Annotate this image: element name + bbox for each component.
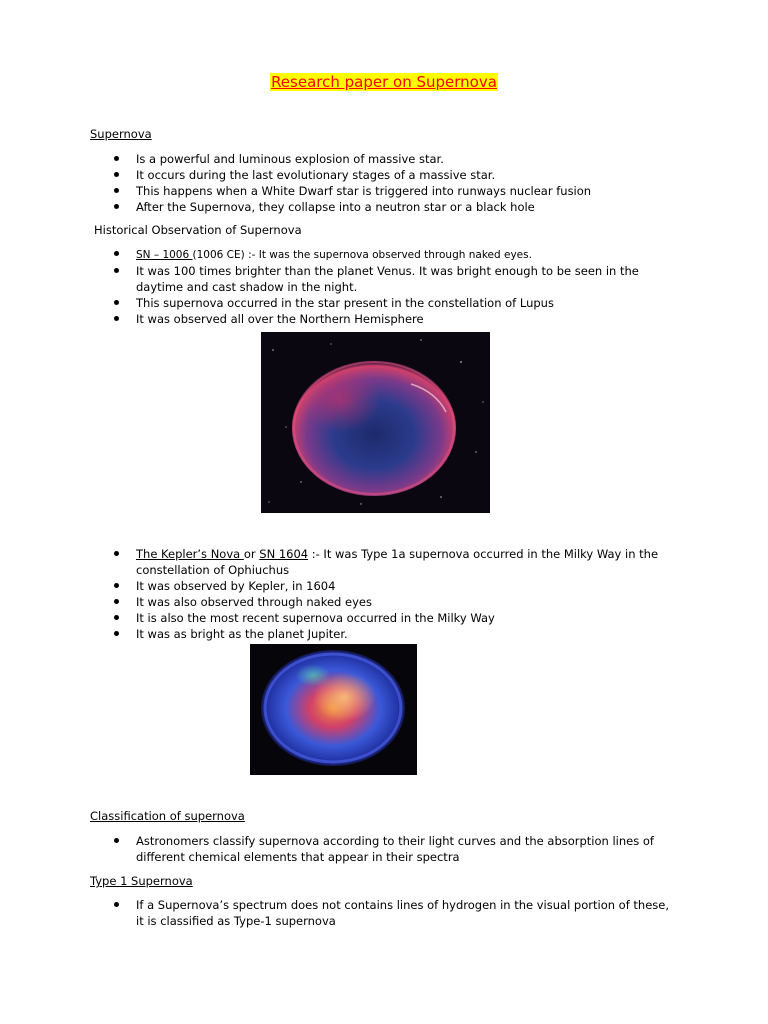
sn1006-link[interactable]: SN – 1006 <box>136 249 193 261</box>
sn1006-remnant-image <box>261 332 490 513</box>
list-item: After the Supernova, they collapse into a neutron star or a black hole <box>110 199 680 215</box>
list-item: It occurs during the last evolutionary stages of a massive star. <box>110 167 680 183</box>
list-item: Is a powerful and luminous explosion of massive star. <box>110 151 680 167</box>
list-item: It was observed by Kepler, in 1604 <box>110 578 680 594</box>
type1-list <box>110 897 680 929</box>
classification-list <box>110 833 680 865</box>
heading-supernova: Supernova <box>90 127 152 141</box>
sn1006-text: (1006 CE) :- It was the supernova observed through naked eyes. <box>192 249 532 261</box>
kepler-text: :- It was Type 1a supernova occurred in the Milky Way in the constellation of Ophiuchus <box>136 547 659 577</box>
kepler-list <box>110 546 680 642</box>
keplers-nova-link[interactable]: The Kepler’s Nova <box>136 547 244 561</box>
list-item: It was also observed through naked eyes <box>110 594 680 610</box>
supernova-list <box>110 151 680 215</box>
list-item <box>110 546 680 578</box>
list-item: It was observed all over the Northern Hemisphere <box>110 311 680 327</box>
heading-historical: Historical Observation of Supernova <box>94 223 302 237</box>
historical-list <box>110 246 680 327</box>
page-title <box>0 73 768 91</box>
sn1604-link[interactable]: SN 1604 <box>259 547 309 561</box>
list-item: This supernova occurred in the star present in the constellation of Lupus <box>110 295 680 311</box>
list-item: If a Supernova’s spectrum does not contains lines of hydrogen in the visual portion of these, it is classified as Type-1 supernova <box>110 897 680 929</box>
list-item: It was as bright as the planet Jupiter. <box>110 626 680 642</box>
list-item: This happens when a White Dwarf star is triggered into runways nuclear fusion <box>110 183 680 199</box>
kepler-or: or <box>243 547 260 561</box>
list-item: Astronomers classify supernova according to their light curves and the absorption lines of different chemical elements that appear in their spectra <box>110 833 680 865</box>
heading-classification: Classification of supernova <box>90 809 245 823</box>
page-title-text: Research paper on Supernova <box>271 73 497 91</box>
list-item: It was 100 times brighter than the planet Venus. It was bright enough to be seen in the daytime and cast shadow in the night. <box>110 263 680 295</box>
heading-type1: Type 1 Supernova <box>90 874 193 888</box>
list-item: It is also the most recent supernova occurred in the Milky Way <box>110 610 680 626</box>
keplers-nova-image <box>250 644 417 775</box>
list-item <box>110 246 680 263</box>
